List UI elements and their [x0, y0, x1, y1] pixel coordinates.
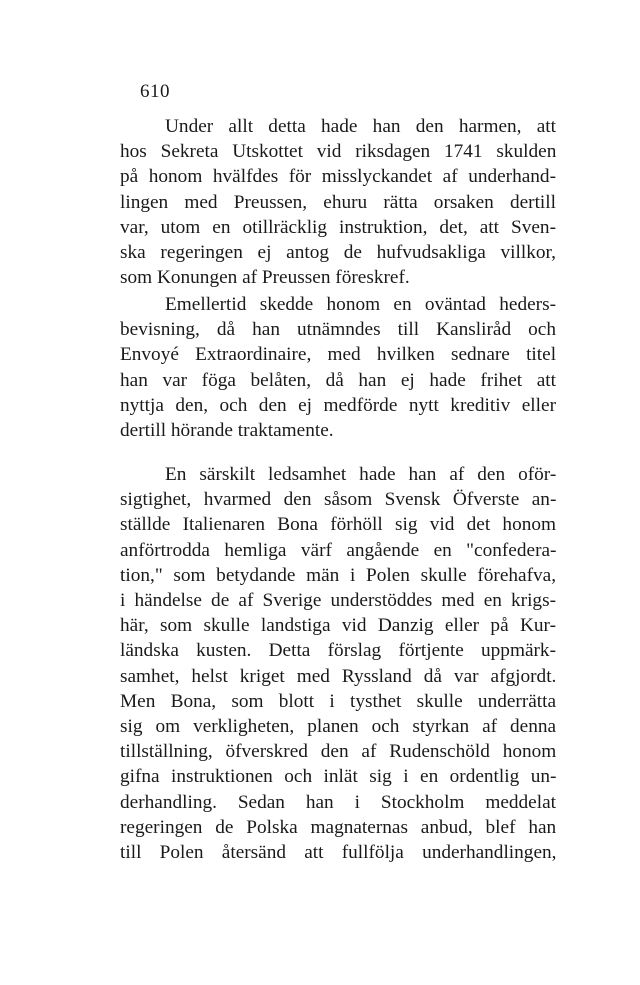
text-line: på honom hvälfdes för misslyckandet af underhand-	[120, 166, 556, 188]
text-line: derhandling. Sedan han i Stockholm meddelat	[120, 791, 556, 813]
text-line: Under allt detta hade han den harmen, att	[165, 116, 557, 137]
text-line: tion," som betydande män i Polen skulle förehafva,	[120, 564, 557, 586]
text-line: i händelse de af Sverige understöddes med en krigs-	[120, 590, 556, 612]
text-line: Men Bona, som blott i tysthet skulle underrätta	[120, 690, 557, 712]
text-line: Emellertid skedde honom en oväntad heders-	[165, 294, 556, 315]
text-line: sig om verkligheten, planen och styrkan af denna	[120, 716, 557, 738]
text-line: sigtighet, hvarmed den såsom Svensk Öfverste an-	[120, 489, 557, 511]
text-line: lingen med Preussen, ehuru rätta orsaken dertill	[120, 191, 556, 213]
text-line: En särskilt ledsamhet hade han af den oför-	[165, 464, 557, 485]
text-line: regeringen de Polska magnaternas anbud, blef han	[120, 816, 557, 838]
text-line: ställde Italienaren Bona förhöll sig vid det honom	[120, 514, 556, 536]
text-line: hos Sekreta Utskottet vid riksdagen 1741 skulden	[120, 141, 557, 163]
text-line: ska regeringen ej antog de hufvudsakliga villkor,	[120, 242, 556, 264]
text-line: ländska kusten. Detta förslag förtjente uppmärk-	[120, 640, 556, 662]
text-line: han var föga belåten, då han ej hade frihet att	[120, 369, 556, 391]
paragraph-1	[120, 114, 556, 290]
text-line: tillställning, öfverskred den af Rudenschöld honom	[120, 741, 557, 763]
text-line: gifna instruktionen och inlät sig i en ordentlig un-	[120, 766, 557, 788]
paragraph-3	[120, 462, 556, 865]
text-line: samhet, helst kriget med Ryssland då var afgjordt.	[120, 665, 557, 687]
paragraph-2	[120, 292, 556, 443]
page-number: 610	[140, 81, 170, 102]
text-line: här, som skulle landstiga vid Danzig eller på Kur-	[120, 615, 556, 637]
text-line: Envoyé Extraordinaire, med hvilken sednare titel	[120, 344, 557, 366]
text-line: dertill hörande traktamente.	[120, 420, 334, 442]
text-line: var, utom en otillräcklig instruktion, det, att Sven-	[120, 216, 556, 238]
text-line: till Polen återsänd att fullfölja underhandlingen,	[120, 842, 557, 864]
text-line: bevisning, då han utnämndes till Kansliråd och	[120, 319, 556, 341]
text-line: nyttja den, och den ej medförde nytt kreditiv eller	[120, 394, 556, 416]
text-line: som Konungen af Preussen föreskref.	[120, 267, 410, 289]
text-line: anförtrodda hemliga värf angående en "confedera-	[120, 539, 557, 561]
